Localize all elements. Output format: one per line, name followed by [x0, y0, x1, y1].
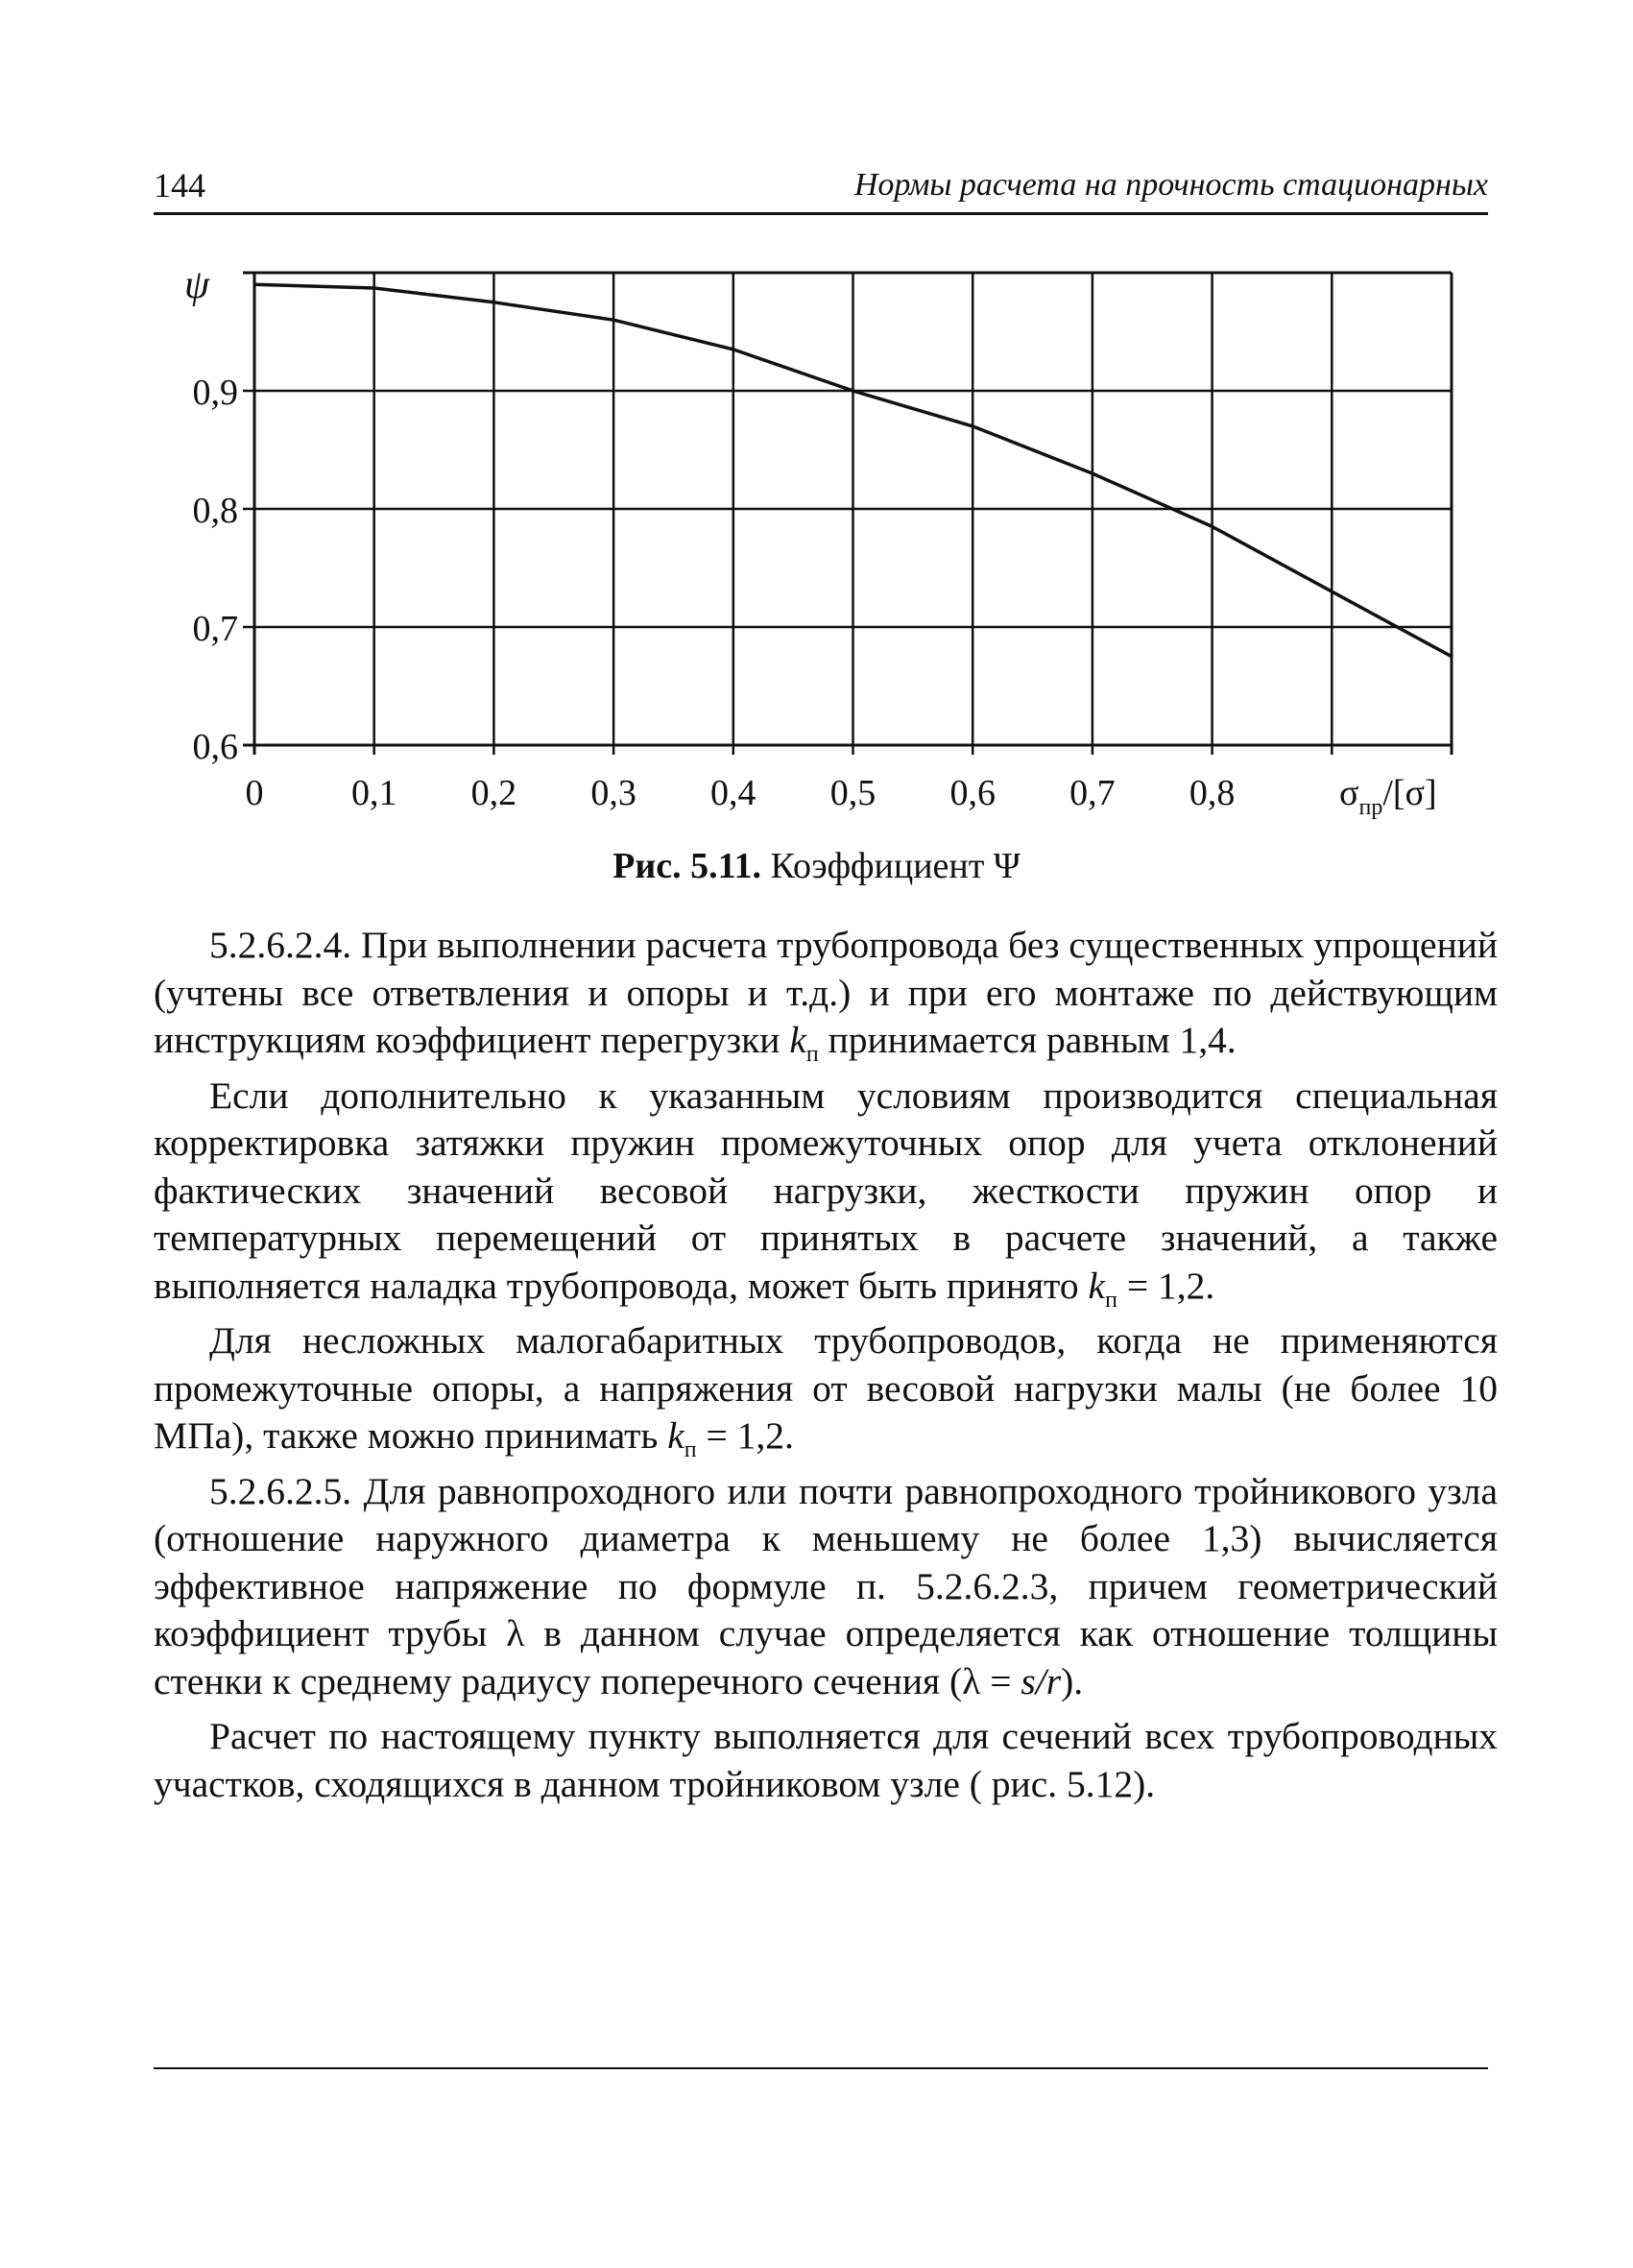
coefficient-subscript: п — [684, 1436, 697, 1462]
paragraph — [154, 922, 1498, 1065]
x-axis-label-sub: пр — [1358, 795, 1383, 820]
paragraph — [154, 1713, 1498, 1808]
running-title: Нормы расчета на прочность стационарных — [853, 167, 1488, 203]
chart-grid — [243, 273, 1452, 755]
x-axis-label — [1339, 773, 1437, 820]
y-tick-label: 0,6 — [192, 727, 238, 767]
paragraph — [154, 1073, 1498, 1311]
x-tick-label: 0,8 — [1189, 773, 1236, 813]
body-text — [154, 922, 1498, 1816]
paragraph-text: Для несложных малогабаритных трубопроводов, когда не применяются промежуточные опоры, а напряжения от весовой нагрузки малы (не более 10 МПа), также можно принимать — [154, 1319, 1498, 1457]
x-axis-label-rest: /[σ] — [1382, 773, 1437, 813]
paragraph-text-end: = 1,2. — [1117, 1264, 1215, 1307]
paragraph-text: Если дополнительно к указанным условиям производится специальная корректировка затяжки пружин промежуточных опор для учета отклонений фактических значений весовой нагрузки, жесткости пружин опор и температурных перемещений от принятых в расчете значений, а также выполняется наладка трубопровода, может быть принято — [154, 1074, 1498, 1307]
coefficient-symbol: k — [789, 1019, 806, 1061]
x-tick-label: 0,7 — [1069, 773, 1116, 813]
x-tick-label: 0,4 — [710, 773, 756, 813]
header-rule — [154, 212, 1488, 215]
x-tick-label: 0 — [245, 773, 264, 813]
coefficient-symbol: k — [1088, 1264, 1106, 1307]
figure-caption-text: Коэффициент Ψ — [770, 846, 1021, 886]
ratio-symbol: s/r — [1021, 1659, 1062, 1702]
y-tick-label: 0,7 — [192, 609, 238, 649]
x-tick-label: 0,1 — [350, 773, 397, 813]
paragraph-text: Расчет по настоящему пункту выполняется для сечений всех трубопроводных участков, сходящихся в данном тройниковом узле ( рис. 5.12). — [154, 1715, 1498, 1805]
x-tick-label: 0,3 — [590, 773, 636, 813]
y-tick-label: 0,9 — [192, 373, 238, 413]
x-tick-label: 0,6 — [949, 773, 996, 813]
figure-caption-number: Рис. 5.11. — [612, 846, 761, 886]
x-axis-label-sigma: σ — [1339, 773, 1359, 813]
paragraph-text-end: принимается равным 1,4. — [818, 1019, 1237, 1061]
y-axis-label: ψ — [184, 263, 210, 307]
paragraph — [154, 1317, 1498, 1460]
paragraph-text-end: ). — [1061, 1659, 1084, 1702]
page-number: 144 — [154, 166, 205, 205]
x-tick-label: 0,2 — [470, 773, 517, 813]
paragraph-text-end: = 1,2. — [696, 1414, 794, 1457]
psi-coefficient-chart — [163, 252, 1478, 828]
paragraph — [154, 1468, 1498, 1706]
coefficient-symbol: k — [667, 1414, 684, 1457]
paragraph-text: 5.2.6.2.4. При выполнении расчета трубопровода без существенных упрощений (учтены все ответвления и опоры и т.д.) и при его монтаже по действующим инструкциям коэффициент перегрузки — [154, 924, 1498, 1061]
figure-caption — [0, 845, 1633, 887]
coefficient-subscript: п — [1105, 1287, 1117, 1313]
paragraph-text: 5.2.6.2.5. Для равнопроходного или почти равнопроходного тройникового узла (отношение наружного диаметра к меньшему не более 1,3) вычисляется эффективное напряжение по формуле п. 5.2.6.2.3, причем геометрический коэффициент трубы λ в данном случае определяется как отношение толщины стенки к среднему радиусу поперечного сечения (λ = — [154, 1469, 1498, 1702]
page-header — [154, 165, 1488, 215]
coefficient-subscript: п — [805, 1041, 819, 1067]
chart-tick-labels — [193, 373, 1236, 813]
x-tick-label: 0,5 — [829, 773, 877, 813]
y-tick-label: 0,8 — [192, 491, 238, 531]
bottom-rule — [154, 2067, 1488, 2069]
